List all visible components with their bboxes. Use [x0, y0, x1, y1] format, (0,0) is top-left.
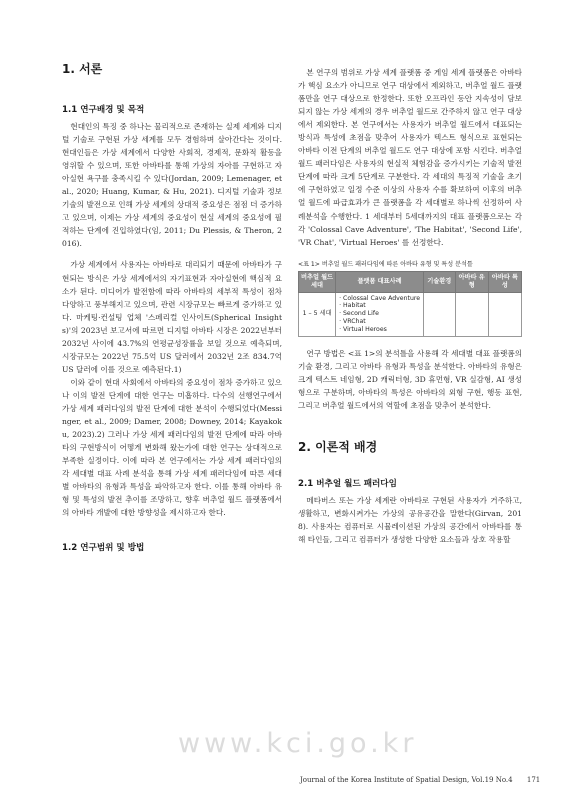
paragraph-1-2-a: 본 연구의 범위로 가상 세계 플랫폼 중 게임 세계 플랫폼은 아바타가 핵심 요소가 아니므로 연구 대상에서 제외하고, 버추얼 월드 플랫폼만을 연구 대상으로 한정한다. 또한 오프라인 동안 지속성이 담보되지 않는 가상 세계의 경우 버추얼 월드로 간주하지 않고 연구 대상에서 제외한다. 본 연구에서는 사용자가 버추얼 월드에서 대표되는 방식과 특성에 초점을 맞추어 사용자가 텍스트 형식으로 표현되는 아바타 이전 단계의 버추얼 월드도 연구 대상에 포함 시킨다. 버추얼 월드 패러다임은 사용자의 현실적 체험감을 증가시키는 기술적 발전 단계에 따라 크게 5단계로 구분한다. 각 세대의 특징적 기술을 초기에 구현하였고 일정 수준 이상의 사용자 수를 확보하여 이후의 버추얼 월드에 파급효과가 큰 플랫폼을 각 세대별로 하나씩 선정하여 사례분석을 수행한다. 1 세대부터 5세대까지의 대표 플랫폼으로는 각각 'Colossal Cave Adventure', 'The Habitat', 'Second Life', 'VR Chat', 'Virtual Heroes' 를 선정한다.	[298, 68, 522, 247]
table-row	[299, 292, 522, 336]
table-header-row	[299, 271, 522, 292]
paragraph-1-1-a: 현대인의 특징 중 하나는 물리적으로 존재하는 실제 세계와 디지털 기술로 구현된 가상 세계를 모두 경험하며 살아간다는 것이다. 현대인들은 가상 세계에서 다양한 사회적, 경제적, 문화적 활동을 영위할 수 있으며, 또한 아바타를 통해 가상의 자아를 구현하고 자아실현 욕구를 충족시킬 수 있다(Jordan, 2009; Lemenager, et al., 2020; Huang, Kumar, & Hu, 2021). 디지털 기술과 정보 기술의 발전으로 인해 가상 세계의 상대적 중요성은 점점 더 증가하고 있으며, 이제는 가상 세계의 중요성이 현실 세계의 중요성에 필적하는 단계에 진입하였다(임, 2011; Du Plessis, & Theron, 2016).	[62, 122, 282, 249]
journal-name: Journal of the Korea Institute of Spatial Design, Vol.19 No.4	[300, 776, 513, 784]
section-1-title: 1. 서론	[62, 62, 103, 76]
platform-item: · Colossal Cave Adventure	[339, 294, 421, 302]
table-cell-platforms	[336, 292, 424, 336]
subsection-2-1-title: 2.1 버추얼 월드 패러다임	[298, 478, 397, 489]
platform-item: · VRChat	[339, 318, 366, 326]
table-header-cell: 버추얼 월드 세대	[299, 271, 336, 292]
table-header-cell: 아바타 특성	[488, 271, 521, 292]
paragraph-2-1-a: 메타버스 또는 가상 세계란 아바타로 구현된 사용자가 거주하고, 생활하고, 변화시켜가는 가상의 공유공간을 말한다(Girvan, 2018). 사용자는 컴퓨터로 시뮬레이션된 가상의 공간에서 아바타를 통해 타인들, 그리고 컴퓨터가 생성한 다양한 요소들과 상호 작용할	[298, 495, 522, 545]
platform-item: · Second Life	[339, 310, 379, 318]
paragraph-1-2-b: 연구 방법은 <표 1>의 분석틀을 사용해 각 세대별 대표 플랫폼의 기술 환경, 그리고 아바타 유형과 특성을 분석한다. 아바타의 유형은 크게 텍스트 네임형, 2D 캐릭터형, 3D 휴먼형, VR 실감형, AI 생성형으로 구분하며, 아바타의 특성은 아바타의 외형 구현, 행동 표현, 그리고 버추얼 월드에서의 역할에 초점을 맞추어 분석한다.	[298, 348, 522, 410]
table-cell-avatar-type	[455, 292, 488, 336]
subsection-1-2-title: 1.2 연구범위 및 방법	[62, 543, 145, 554]
paragraph-1-1-b: 가상 세계에서 사용자는 아바타로 대리되기 때문에 아바타가 구현되는 방식은 가상 세계에서의 자기표현과 자아실현에 핵심적 요소가 된다. 미디어가 발전함에 따라 아바타의 세부적 특성이 점차 다양하고 풍부해지고 있으며, 관련 시장규모는 빠르게 증가하고 있다. 마케팅·컨설팅 업체 '스페리컬 인사이트(Spherical Insights)'의 2023년 보고서에 따르면 디지털 아바타 시장은 2022년부터 2032년 사이에 43.7%의 연평균성장률을 보일 것으로 예측되며, 시장규모는 2022년 75.5억 US 달러에서 2032년 2조 834.7억 US 달러에 이를 것으로 예측된다.1)	[62, 260, 282, 374]
table-1	[298, 271, 522, 337]
table-cell-generation: 1 – 5 세대	[299, 292, 336, 336]
subsection-1-1-title: 1.1 연구배경 및 목적	[62, 105, 145, 115]
right-column	[298, 66, 522, 546]
table-header-cell: 플랫폼 대표사례	[336, 271, 424, 292]
table-1-caption: <표 1> 버추얼 월드 패러다임에 따른 아바타 유형 및 특성 분석틀	[298, 260, 473, 268]
watermark: www.kci.go.kr	[178, 728, 418, 759]
left-column	[62, 60, 282, 558]
table-header-cell: 기술환경	[424, 271, 456, 292]
table-cell-tech	[424, 292, 456, 336]
page-number: 171	[526, 776, 541, 784]
platform-item: · Habitat	[339, 302, 366, 310]
platform-item: · Virtual Heroes	[339, 325, 387, 333]
table-cell-avatar-features	[488, 292, 521, 336]
page-footer	[300, 776, 540, 784]
section-2-title: 2. 이론적 배경	[298, 439, 378, 454]
table-header-cell: 아바타 유형	[455, 271, 488, 292]
paragraph-1-1-c: 이와 같이 현대 사회에서 아바타의 중요성이 점차 증가하고 있으나 이의 발전 단계에 대한 연구는 미흡하다. 다수의 선행연구에서 가상 세계 패러다임의 발전 단계에 대한 분석이 수행되었다(Messinger, et al., 2009; Damer, 2008; Downey, 2014; Kayakoku, 2023).2) 그러나 가상 세계 패러다임의 발전 단계에 따라 아바타의 구현방식이 어떻게 변화해 왔는가에 대한 연구는 상대적으로 부족한 실정이다. 이에 따라 본 연구에서는 가상 세계 패러다임의 각 세대별 대표 사례 분석을 통해 가상 세계 패러다임에 따른 세대별 아바타의 유형과 특성을 파악하고자 한다. 이를 통해 아바타 유형 및 특성의 발전 추이를 조망하고, 향후 버추얼 월드 플랫폼에서의 아바타 개발에 대한 방향성을 제시하고자 한다.	[62, 377, 282, 518]
